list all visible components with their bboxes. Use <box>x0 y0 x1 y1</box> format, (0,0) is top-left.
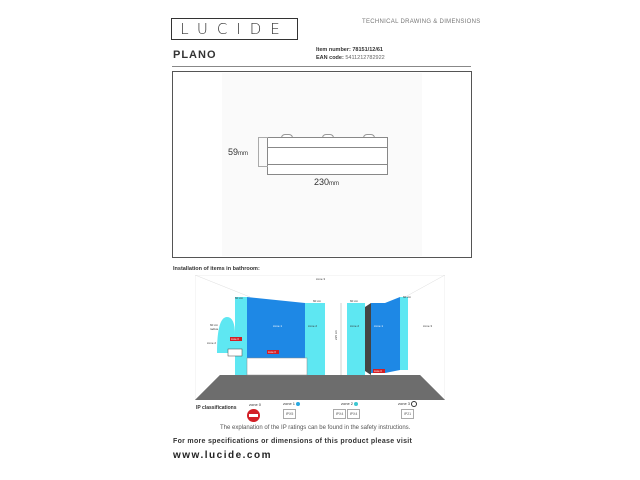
lamp-body-bottom <box>267 165 388 175</box>
document-subtitle: TECHNICAL DRAWING & DIMENSIONS <box>362 19 481 25</box>
height-dimension: 59mm <box>228 147 249 157</box>
svg-text:zone 2: zone 2 <box>207 341 217 345</box>
svg-text:zone 3: zone 3 <box>423 324 433 328</box>
svg-text:zone 0: zone 0 <box>374 370 382 373</box>
ip-explanation: The explanation of the IP ratings can be found in the safety instructions. <box>220 425 411 431</box>
svg-text:60 cm: 60 cm <box>350 299 359 303</box>
zone2-dot-icon <box>354 402 358 406</box>
ip-rating-zone3: IP21 <box>401 409 414 419</box>
lamp-body-middle <box>267 148 388 165</box>
svg-text:60 cm: 60 cm <box>235 296 244 300</box>
ip-zone2-label: zone 2 <box>341 401 358 406</box>
label-zone3-top: zone 3 <box>316 277 326 281</box>
more-info-text: For more specifications or dimensions of this product please visit <box>173 438 413 445</box>
svg-text:60 cm: 60 cm <box>403 295 412 299</box>
brand-logo: LUCIDE <box>171 18 298 40</box>
no-entry-icon <box>247 409 260 422</box>
product-meta <box>316 46 385 62</box>
ip-rating-zone2-a: IPX4 <box>333 409 346 419</box>
zone1-dot-icon <box>296 402 300 406</box>
svg-text:60 cm: 60 cm <box>210 323 219 327</box>
height-dimension-bracket <box>258 137 268 167</box>
lamp-body-top <box>267 137 388 148</box>
svg-text:60 cm: 60 cm <box>313 299 322 303</box>
ip-classifications-title: IP classifications <box>196 405 237 411</box>
product-title: PLANO <box>173 49 217 61</box>
item-number-label: Item number: <box>316 47 351 53</box>
svg-text:zone 2: zone 2 <box>308 324 318 328</box>
svg-text:zone 1: zone 1 <box>374 324 384 328</box>
installation-title: Installation of items in bathroom: <box>173 266 260 272</box>
svg-text:radius: radius <box>210 327 219 331</box>
svg-text:zone 2: zone 2 <box>350 324 360 328</box>
ean-label: EAN code: <box>316 55 344 61</box>
width-dimension: 230mm <box>314 177 340 187</box>
ip-zone0-label: zone 0 <box>249 402 262 407</box>
ip-zone1-label: zone 1 <box>283 401 300 406</box>
website-link[interactable]: www.lucide.com <box>173 450 272 461</box>
bathroom-zones-diagram <box>195 275 445 400</box>
ean-value: 5411212782922 <box>345 55 385 61</box>
ip-rating-zone2-b: IPX4 <box>347 409 360 419</box>
svg-text:225 cm: 225 cm <box>334 330 338 340</box>
item-number-value: 78151/12/61 <box>352 47 383 53</box>
svg-text:zone 0: zone 0 <box>268 351 276 354</box>
svg-text:zone 1: zone 1 <box>273 324 283 328</box>
svg-text:zone 0: zone 0 <box>231 338 239 341</box>
header-divider <box>172 66 471 67</box>
ip-zone3-label: zone 3 <box>398 401 417 407</box>
ip-rating-zone1: IPX5 <box>283 409 296 419</box>
zone3-dot-icon <box>411 401 417 407</box>
